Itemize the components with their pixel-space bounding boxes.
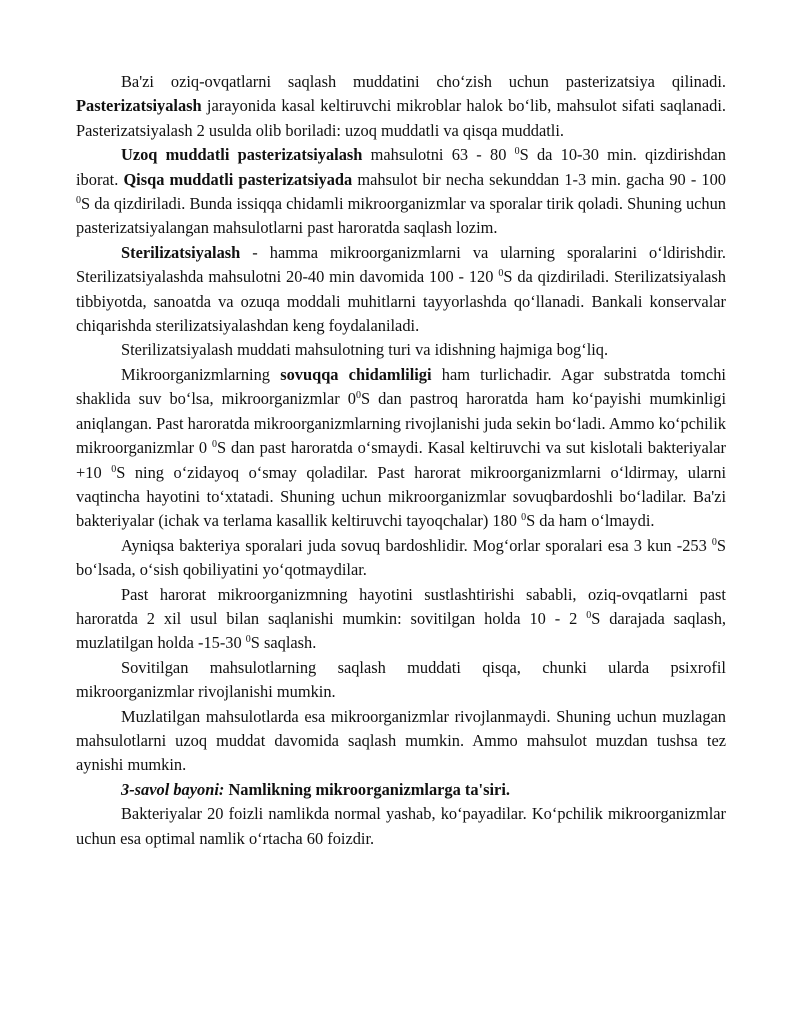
- section-heading-question-3: [76, 778, 726, 802]
- degree-superscript: 0: [111, 463, 117, 475]
- paragraph-pasterizatsiya: [76, 70, 726, 143]
- degree-superscript: 0: [245, 634, 251, 646]
- bold-term: sovuqqa chidamliligi: [280, 364, 432, 384]
- text-run: mahsulotni 63 - 80: [362, 145, 515, 165]
- text-run: Sterilizatsiyalash muddati mahsulotning turi va idishning hajmiga bog‘liq.: [121, 340, 609, 360]
- text-run: S dan pastroq haroratda ham ko‘payishi mumkinligi aniqlangan. Past haroratda mikroorganizmlarning rivojlanishi juda sekin bo‘ladi. Ammo ko‘pchilik mikroorganizmlar 0: [76, 389, 726, 458]
- paragraph-sterilizatsiya: [76, 241, 726, 339]
- text-run: S ning o‘zidayoq o‘smay qoladilar. Past harorat mikroorganizmlarni o‘ldirmay, ularni vaqtincha hayotini to‘xtatadi. Shuning uchun mikroorganizmlar sovuqbardoshli bo‘ladilar. Ba'zi bakteriyalar (ichak va terlama kasallik keltiruvchi tayoqchalar) 180: [76, 462, 727, 531]
- emphasis-text: 3-savol bayoni:: [121, 779, 225, 799]
- text-run: jarayonida kasal keltiruvchi mikroblar halok bo‘lib, mahsulot sifati saqlanadi. Pasterizatsiyalash 2 usulda olib boriladi: uzoq muddatli va qisqa muddatli.: [76, 96, 726, 140]
- paragraph-spores-cold: [76, 534, 726, 583]
- degree-superscript: 0: [514, 146, 520, 158]
- text-run: S da qizdiriladi. Bunda issiqqa chidamli mikroorganizmlar va sporalar tirik qoladi. Shuning uchun pasterizatsiyalangan mahsulotlarni past haroratda saqlash lozim.: [76, 194, 726, 238]
- text-run: S da 10-30 min. qizdirishdan iborat.: [76, 145, 726, 189]
- text-run: Past harorat mikroorganizmning hayotini sustlashtirishi sababli, oziq-ovqatlarni past haroratda 2 xil usul bilan saqlanishi mumkin: sovitilgan holda 10 - 2: [76, 584, 726, 628]
- paragraph-pasterizatsiya-types: [76, 143, 726, 241]
- degree-superscript: 0: [498, 268, 504, 280]
- text-run: S dan past haroratda o‘smaydi. Kasal keltiruvchi va sut kislotali bakteriyalar +10: [76, 438, 727, 482]
- text-run: Ba'zi oziq-ovqatlarni saqlash muddatini cho‘zish uchun pasterizatsiya qilinadi.: [121, 72, 726, 91]
- text-run: S da ham o‘lmaydi.: [526, 511, 655, 531]
- paragraph-frozen-products: [76, 705, 726, 778]
- degree-superscript: 0: [355, 390, 361, 402]
- bold-term: Pasterizatsiyalash: [76, 96, 202, 116]
- degree-superscript: 0: [521, 512, 527, 524]
- degree-superscript: 0: [586, 609, 592, 621]
- degree-superscript: 0: [76, 195, 81, 207]
- text-run: S saqlash.: [250, 633, 317, 653]
- text-run: Ayniqsa bakteriya sporalari juda sovuq bardoshlidir. Mog‘orlar sporalari esa 3 kun -253: [121, 535, 712, 555]
- degree-superscript: 0: [711, 536, 717, 548]
- bold-term: Qisqa muddatli pasterizatsiyada: [123, 169, 353, 189]
- paragraph-low-temperature-storage: [76, 583, 726, 656]
- text-run: Sovitilgan mahsulotlarning saqlash muddati qisqa, chunki ularda psixrofil mikroorganizmlar rivojlanishi mumkin.: [76, 657, 726, 702]
- text-run: S bo‘lsada, o‘sish qobiliyatini yo‘qotmaydilar.: [76, 535, 726, 580]
- text-run: - hamma mikroorganizmlarni va ularning sporalarini o‘ldirishdir. Sterilizatsiyalashda mahsulotni 20-40 min davomida 100 - 120: [76, 242, 726, 287]
- paragraph-chilled-products: [76, 656, 726, 705]
- bold-term: Uzoq muddatli pasterizatsiyalash: [121, 145, 363, 165]
- text-run: Bakteriyalar 20 foizli namlikda normal yashab, ko‘payadilar. Ko‘pchilik mikroorganizmlar uchun esa optimal namlik o‘rtacha 60 foizdir.: [76, 804, 726, 848]
- paragraph-humidity: [76, 802, 726, 851]
- text-run: S da qizdiriladi. Sterilizatsiyalash tibbiyotda, sanoatda va ozuqa moddali muhitlarni tayyorlashda qo‘llanadi. Bankali konservalar chiqarishda sterilizatsiyalashdan keng foydalaniladi.: [76, 267, 726, 336]
- paragraph-sterilizatsiya-duration: [76, 338, 726, 362]
- text-run: Muzlatilgan mahsulotlarda esa mikroorganizmlar rivojlanmaydi. Shuning uchun muzlagan mahsulotlarni uzoq muddat davomida saqlash mumkin. Ammo mahsulot muzdan tushsa tez aynishi mumkin.: [76, 706, 726, 775]
- text-run: S darajada saqlash, muzlatilgan holda -15-30: [76, 608, 726, 653]
- bold-term: Namlikning mikroorganizmlarga ta'siri.: [228, 779, 510, 799]
- text-run: ham turlichadir. Agar substratda tomchi shaklida suv bo‘lsa, mikroorganizmlar 0: [76, 364, 726, 409]
- text-run: mahsulot bir necha sekunddan 1-3 min. gacha 90 - 100: [352, 169, 726, 189]
- bold-term: [121, 780, 224, 799]
- text-run: Mikroorganizmlarning: [121, 364, 281, 384]
- bold-term: Sterilizatsiyalash: [121, 242, 241, 262]
- degree-superscript: 0: [212, 439, 218, 451]
- paragraph-cold-resistance: [76, 363, 726, 534]
